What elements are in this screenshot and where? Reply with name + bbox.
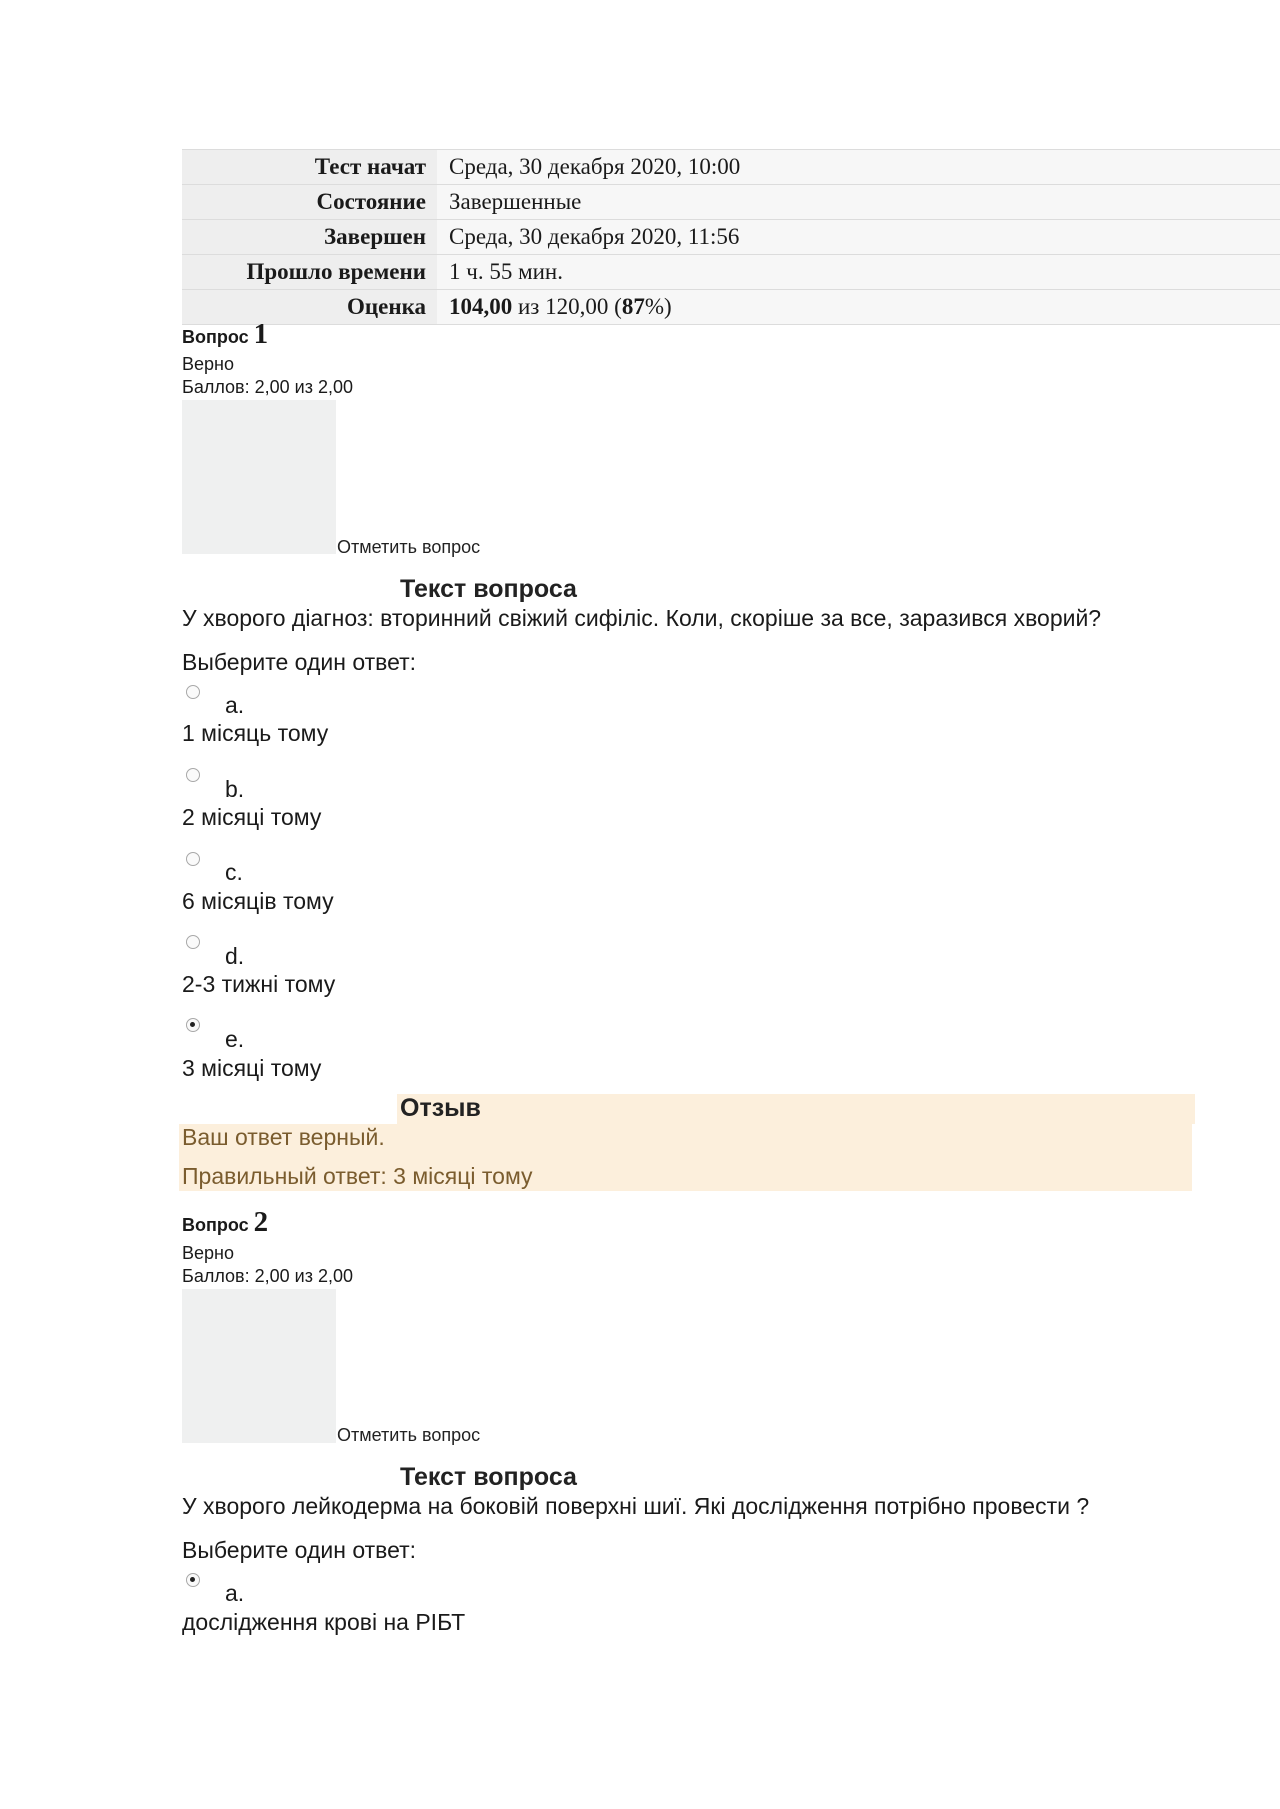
answer-letter: b. [225,776,245,802]
summary-row-state [182,185,1280,220]
summary-row-time [182,255,1280,290]
answer-radio-e[interactable] [186,1018,200,1032]
question-1-header [182,318,269,350]
summary-label: Завершен [182,220,437,255]
question-text: У хворого діагноз: вторинний свіжий сифіліс. Коли, скоріше за все, заразився хворий? [182,605,1102,631]
grade-score: 104,00 [449,294,513,319]
flag-question-link[interactable]: Отметить вопрос [337,1425,481,1445]
answer-prompt: Выберите один ответ: [182,649,417,675]
answer-text: 2-3 тижні тому [182,971,336,997]
answer-text: дослідження крові на РІБТ [182,1609,466,1635]
grade-of: из 120,00 ( [512,294,622,319]
answer-radio-b[interactable] [186,768,200,782]
attempt-summary-table [182,149,1280,325]
summary-value: Завершенные [437,185,1280,220]
answer-letter: c. [225,859,243,885]
feedback-line: Ваш ответ верный. [182,1124,385,1150]
summary-label: Тест начат [182,150,437,185]
answer-radio-c[interactable] [186,852,200,866]
summary-row-completed [182,220,1280,255]
grade-percent: 87 [621,294,645,319]
question-state: Верно [182,354,234,374]
answer-text: 6 місяців тому [182,888,334,914]
correct-answer-line: Правильный ответ: 3 місяці тому [182,1163,533,1189]
question-state: Верно [182,1243,234,1263]
question-info-box [182,1289,336,1443]
summary-label: Оценка [182,290,437,325]
answer-radio-d[interactable] [186,935,200,949]
summary-value: 1 ч. 55 мин. [437,255,1280,290]
summary-row-started [182,150,1280,185]
answer-text: 1 місяць тому [182,720,329,746]
question-number: 2 [253,1206,269,1238]
question-label: Вопрос [182,327,249,347]
summary-grade-value [437,290,1280,325]
summary-row-grade [182,290,1280,325]
feedback-box [179,1124,1192,1191]
answer-letter: a. [225,1580,245,1606]
question-grade: Баллов: 2,00 из 2,00 [182,377,353,397]
flag-question-link[interactable]: Отметить вопрос [337,537,481,557]
summary-value: Среда, 30 декабря 2020, 10:00 [437,150,1280,185]
grade-tail: %) [644,294,672,319]
answer-radio-a[interactable] [186,1573,200,1587]
summary-value: Среда, 30 декабря 2020, 11:56 [437,220,1280,255]
feedback-heading: Отзыв [397,1094,1195,1124]
answer-letter: d. [225,943,245,969]
question-text-heading: Текст вопроса [400,575,577,603]
question-label: Вопрос [182,1215,249,1235]
summary-label: Состояние [182,185,437,220]
answer-text: 3 місяці тому [182,1055,322,1081]
answer-letter: a. [225,692,245,718]
question-2-header [182,1206,269,1238]
question-number: 1 [253,318,269,350]
question-text: У хворого лейкодерма на боковій поверхні шиї. Які дослідження потрібно провести ? [182,1493,1090,1519]
answer-radio-a[interactable] [186,685,200,699]
summary-label: Прошло времени [182,255,437,290]
question-info-box [182,400,336,554]
answer-text: 2 місяці тому [182,804,322,830]
answer-prompt: Выберите один ответ: [182,1537,417,1563]
answer-letter: e. [225,1026,245,1052]
question-grade: Баллов: 2,00 из 2,00 [182,1266,353,1286]
question-text-heading: Текст вопроса [400,1463,577,1491]
